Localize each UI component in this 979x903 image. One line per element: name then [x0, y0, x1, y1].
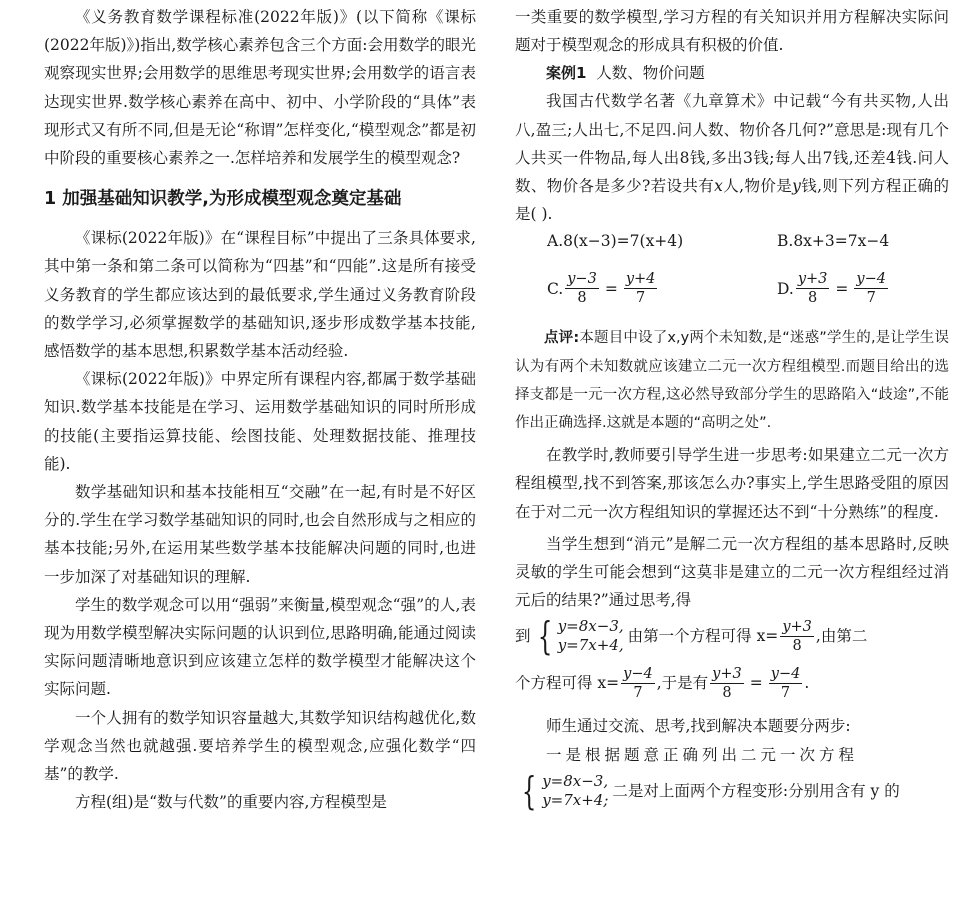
body-paragraph: 方程(组)是“数与代数”的重要内容,方程模型是 [75, 793, 387, 812]
problem-statement: 我国古代数学名著《九章算术》中记载“今有共买物,人出八,盈三;人出七,不足四.问人数、物价各几何?”意思是:现有几个人共买一件物品,每人出8钱,多出3钱;每人出7钱,还差4钱.问人数、物价各是多少?若设共有x人,物价是y钱,则下列方程正确的是( ). [515, 92, 949, 224]
equation-line: 个方程可得 x= $\frac{y-4}{7}$ ,于是有 $\frac{y+3}{8}$ = $\frac{y-4}{7}$ . [515, 665, 810, 701]
case-heading [515, 59, 949, 87]
body-paragraph: 一是根据题意正确列出二元一次方程 [546, 745, 859, 764]
body-paragraph: 师生通过交流、思考,找到解决本题要分两步: [546, 717, 851, 736]
right-column [515, 0, 949, 813]
section-heading: 1 加强基础知识教学,为形成模型观念奠定基础 [44, 189, 402, 210]
option-b: B.8x+3=7x−4 [777, 232, 890, 251]
option-d: D. $\frac{y+3}{8}$ = $\frac{y-4}{7}$ [777, 271, 886, 307]
option-c: C. $\frac{y-3}{8}$ = $\frac{y+4}{7}$ [547, 271, 656, 307]
case-title: 人数、物价问题 [596, 64, 705, 83]
body-paragraph: 一个人拥有的数学知识容量越大,其数学知识结构越优化,数学观念当然也就越强.要培养学生的模型观念,应强化数学“四基”的教学. [44, 708, 476, 784]
comment-paragraph: 点评:本题目中设了x,y两个未知数,是“迷惑”学生的,是让学生误认为有两个未知数就应该建立二元一次方程组模型.而题目给出的选择支都是一元一次方程,这必然导致部分学生的思路陷入“歧途”,不能作出正确选择.这就是本题的“高明之处”. [515, 330, 949, 432]
body-paragraph: 数学基础知识和基本技能相互“交融”在一起,有时是不好区分的.学生在学习数学基础知识的同时,也会自然形成与之相应的基本技能;另外,在运用某些数学基本技能解决问题的同时,也进一步加深了对基础知识的理解. [44, 483, 476, 586]
equation-system: { y=8x−3, y=7x+4; [521, 768, 609, 813]
option-a: A.8(x−3)=7(x+4) [547, 232, 684, 251]
answer-options [515, 232, 949, 320]
equation-system: { y=8x−3, y=7x+4, [537, 614, 624, 659]
left-column [44, 0, 476, 816]
body-paragraph: 《课标(2022年版)》中界定所有课程内容,都属于数学基础知识.数学基本技能是在学习、运用数学基础知识的同时所形成的技能(主要指运算技能、绘图技能、处理数据技能、推理技能). [44, 370, 476, 473]
body-paragraph: 一类重要的数学模型,学习方程的有关知识并用方程解决实际问题对于模型观念的形成具有积极的价值. [515, 8, 949, 55]
equation-line: { y=8x−3, y=7x+4; 二是对上面两个方程变形:分别用含有 y 的 [515, 769, 949, 813]
equation-line: 到 { y=8x−3, y=7x+4, 由第一个方程可得 x= $\frac{y+3}{8}$ ,由第二 [515, 614, 868, 659]
body-paragraph: 学生的数学观念可以用“强弱”来衡量,模型观念“强”的人,表现为用数学模型解决实际问题的认识到位,思路明确,能通过阅读实际问题清晰地意识到应该建立怎样的数学模型才能解决这个实际问题. [44, 595, 476, 699]
comment-label: 点评: [544, 330, 580, 347]
body-paragraph: 《课标(2022年版)》在“课程目标”中提出了三条具体要求,其中第一条和第二条可以简称为“四基”和“四能”.这是所有接受义务教育的学生都应该达到的最低要求,学生通过义务教育阶段的数学学习,必须掌握数学的基础知识,逐步形成数学基本技能,感悟数学的基本思想,积累数学基本活动经验. [44, 229, 476, 361]
case-label: 案例1 [546, 64, 587, 83]
body-paragraph: 在教学时,教师要引导学生进一步思考:如果建立二元一次方程组模型,找不到答案,那该怎么办?事实上,学生思路受阻的原因在于对二元一次方程组知识的掌握还达不到“十分熟练”的程度. [515, 446, 949, 521]
intro-paragraph: 《义务教育数学课程标准(2022年版)》(以下简称《课标(2022年版)》)指出,数学核心素养包含三个方面:会用数学的眼光观察现实世界;会用数学的思维思考现实世界;会用数学的语言表达现实世界.数学核心素养在高中、初中、小学阶段的“具体”表现形式又有所不同,但是无论“称谓”怎样变化,“模型观念”都是初中阶段的重要核心素养之一.怎样培养和发展学生的模型观念? [44, 8, 476, 168]
body-paragraph: 当学生想到“消元”是解二元一次方程组的基本思路时,反映灵敏的学生可能会想到“这莫非是建立的二元一次方程组经过消元后的结果?”通过思考,得 [515, 534, 949, 610]
